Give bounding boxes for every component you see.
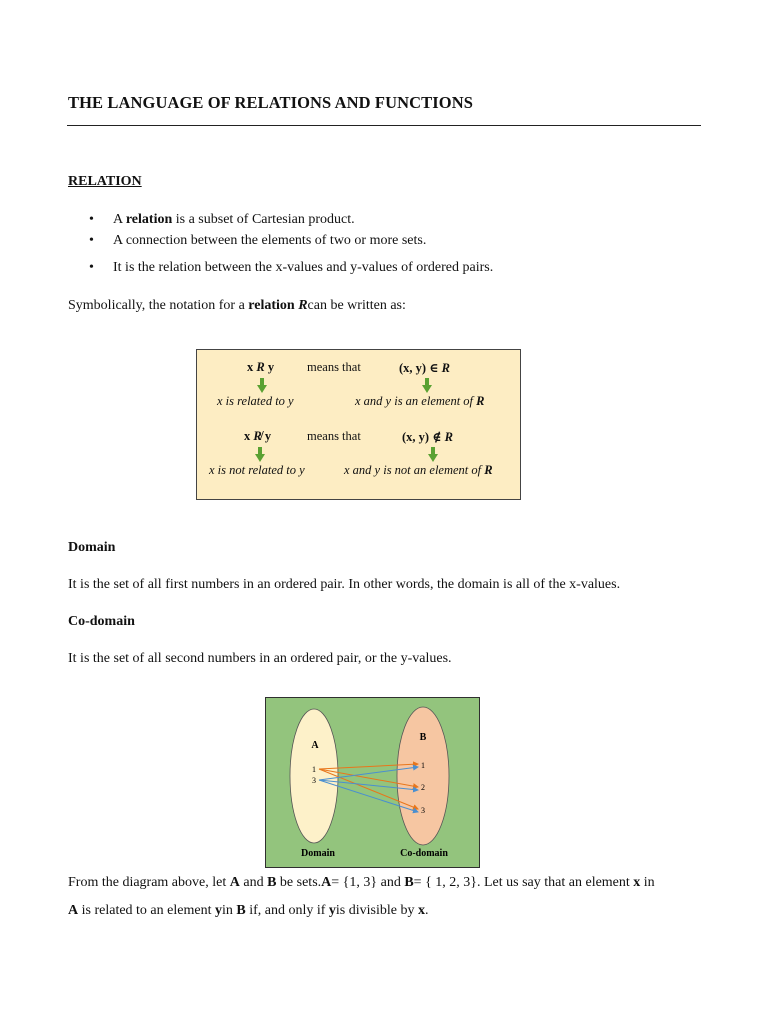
codomain-definition: It is the set of all second numbers in an ordered pair, or the y-values. xyxy=(68,651,452,666)
notation-means-that: means that xyxy=(307,360,361,374)
notation-pair-in-r: (x, y) ∈ R xyxy=(399,361,450,375)
codomain-heading: Co-domain xyxy=(68,614,135,629)
relation-notation-box xyxy=(196,349,521,500)
title-divider xyxy=(67,125,701,126)
closing-paragraph: From the diagram above, let A and B be sets.A= {1, 3} and B= { 1, 2, 3}. Let us say that an element x in A is related to an element yin B if, and only if yis divisible by x. xyxy=(68,875,655,918)
set-a-label: A xyxy=(311,740,319,751)
mapping-diagram-svg xyxy=(266,698,479,867)
bullet-item-connection: • A connection between the elements of two or more sets. xyxy=(68,231,708,258)
symbolic-notation-text: Symbolically, the notation for a relation Rcan be written as: xyxy=(68,298,406,313)
relation-heading: RELATION xyxy=(68,174,142,189)
down-arrow-icon xyxy=(428,447,438,462)
set-a-item-3: 3 xyxy=(312,776,316,785)
notation-pair-not-in-r: (x, y) ∉ R xyxy=(402,430,453,444)
codomain-label: Co-domain xyxy=(400,848,448,859)
domain-definition: It is the set of all first numbers in an ordered pair. In other words, the domain is all of the x-values. xyxy=(68,577,621,592)
set-b-item-2: 2 xyxy=(421,783,425,792)
set-b-ellipse xyxy=(397,707,449,845)
notation-element-desc: x and y is an element of R xyxy=(355,394,485,408)
bullet-item-relation-definition: • A relation is a subset of Cartesian product. xyxy=(68,210,708,231)
page-title: THE LANGUAGE OF RELATIONS AND FUNCTIONS xyxy=(68,93,473,112)
bullet-item-ordered-pairs: • It is the relation between the x-values and y-values of ordered pairs. xyxy=(68,258,708,278)
notation-means-that-2: means that xyxy=(307,429,361,443)
domain-heading: Domain xyxy=(68,540,116,555)
mapping-diagram xyxy=(265,697,480,868)
notation-x-r-y: x R y xyxy=(247,360,275,374)
notation-not-related-desc: x is not related to y xyxy=(209,463,305,477)
down-arrow-icon xyxy=(422,378,432,393)
domain-label: Domain xyxy=(301,848,335,859)
notation-x-not-r-y: x R̸ y xyxy=(244,429,272,443)
set-a-item-1: 1 xyxy=(312,765,316,774)
set-b-item-1: 1 xyxy=(421,761,425,770)
notation-not-element-desc: x and y is not an element of R xyxy=(344,463,493,477)
down-arrow-icon xyxy=(257,378,267,393)
notation-related-desc: x is related to y xyxy=(217,394,294,408)
relation-bullet-list xyxy=(68,210,708,278)
set-b-item-3: 3 xyxy=(421,806,425,815)
set-b-label: B xyxy=(419,732,427,743)
down-arrow-icon xyxy=(255,447,265,462)
